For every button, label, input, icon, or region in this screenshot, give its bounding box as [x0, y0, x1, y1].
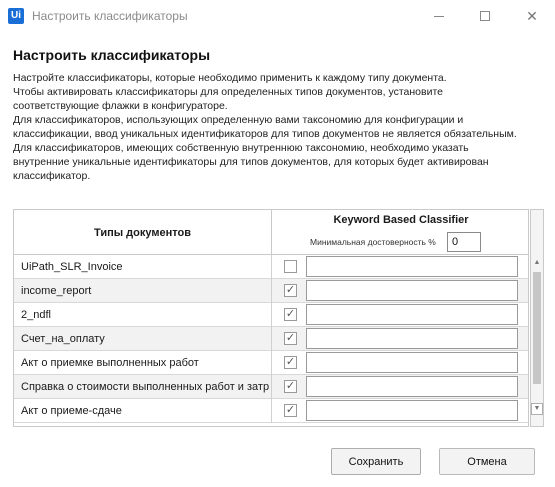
description	[13, 71, 548, 183]
table-row	[14, 279, 529, 303]
table-row	[14, 255, 529, 279]
description-line: соответствующие флажки в конфигураторе.	[13, 100, 228, 112]
description-line: Для классификаторов, имеющих собственную внутреннюю таксономию, необходимо указать	[13, 142, 469, 154]
description-line: Настройте классификаторы, которые необходимо применить к каждому типу документа.	[13, 72, 447, 84]
checkmark-icon: ✓	[285, 308, 296, 320]
checkmark-icon: ✓	[285, 332, 296, 344]
unique-id-input[interactable]	[306, 400, 518, 421]
page-title: Настроить классификаторы	[13, 47, 211, 63]
unique-id-input[interactable]	[306, 328, 518, 349]
description-line: классификатор.	[13, 170, 91, 182]
unique-id-input[interactable]	[306, 376, 518, 397]
minimize-button[interactable]	[416, 0, 462, 32]
enable-checkbox[interactable]	[284, 380, 297, 393]
doc-type-name: Счет_на_оплату	[14, 327, 272, 351]
enable-checkbox[interactable]	[284, 404, 297, 417]
save-button[interactable]: Сохранить	[331, 448, 421, 475]
title-bar	[0, 0, 555, 32]
close-button[interactable]	[509, 0, 555, 32]
table-row	[14, 303, 529, 327]
column-header-classifier	[272, 210, 529, 255]
maximize-button[interactable]	[462, 0, 508, 32]
table-row	[14, 399, 529, 423]
doc-type-name: Акт о приемке выполненных работ	[14, 351, 272, 375]
column-header-doc-types: Типы документов	[14, 210, 272, 255]
scroll-up-arrow-icon[interactable]: ▲	[533, 259, 541, 266]
enable-checkbox[interactable]	[284, 308, 297, 321]
scroll-thumb[interactable]	[533, 272, 541, 384]
checkmark-icon: ✓	[285, 380, 296, 392]
unique-id-input[interactable]	[306, 280, 518, 301]
enable-checkbox[interactable]	[284, 356, 297, 369]
classifier-grid	[13, 209, 529, 427]
table-row	[14, 375, 529, 399]
description-line: Для классификаторов, использующих определенную вами таксономию для конфигурации и	[13, 114, 464, 126]
enable-checkbox[interactable]	[284, 332, 297, 345]
doc-type-name: UiPath_SLR_Invoice	[14, 255, 272, 279]
scroll-down-arrow-icon[interactable]: ▼	[531, 403, 543, 415]
window-title: Настроить классификаторы	[32, 9, 188, 23]
unique-id-input[interactable]	[306, 256, 518, 277]
checkmark-icon: ✓	[285, 356, 296, 368]
unique-id-input[interactable]	[306, 304, 518, 325]
description-line: Чтобы активировать классификаторы для определенных типов документов, установите	[13, 86, 443, 98]
doc-type-name: Справка о стоимости выполненных работ и затр	[14, 375, 272, 399]
confidence-label: Минимальная достоверность %	[310, 237, 436, 247]
description-line: внутренние уникальные идентификаторы для типов документов, для которых будет активирован	[13, 156, 489, 168]
doc-type-name: 2_ndfl	[14, 303, 272, 327]
confidence-input[interactable]	[447, 232, 481, 252]
description-line: классификации, ввод уникальных идентификаторов для типов документов не является обязательным.	[13, 128, 517, 140]
table-row	[14, 351, 529, 375]
cancel-button[interactable]: Отмена	[439, 448, 535, 475]
grid-scrollbar[interactable]	[530, 209, 544, 427]
unique-id-input[interactable]	[306, 352, 518, 373]
maximize-icon	[480, 11, 490, 21]
doc-type-name: Акт о приеме-сдаче	[14, 399, 272, 423]
table-row	[14, 327, 529, 351]
enable-checkbox[interactable]	[284, 260, 297, 273]
checkmark-icon: ✓	[285, 404, 296, 416]
uipath-logo-icon: Ui	[8, 8, 24, 24]
grid-header	[14, 210, 529, 255]
checkmark-icon: ✓	[285, 284, 296, 296]
enable-checkbox[interactable]	[284, 284, 297, 297]
classifier-name: Keyword Based Classifier	[333, 214, 469, 226]
close-icon: ✕	[526, 8, 538, 24]
doc-type-name: income_report	[14, 279, 272, 303]
minimize-icon	[434, 16, 444, 17]
